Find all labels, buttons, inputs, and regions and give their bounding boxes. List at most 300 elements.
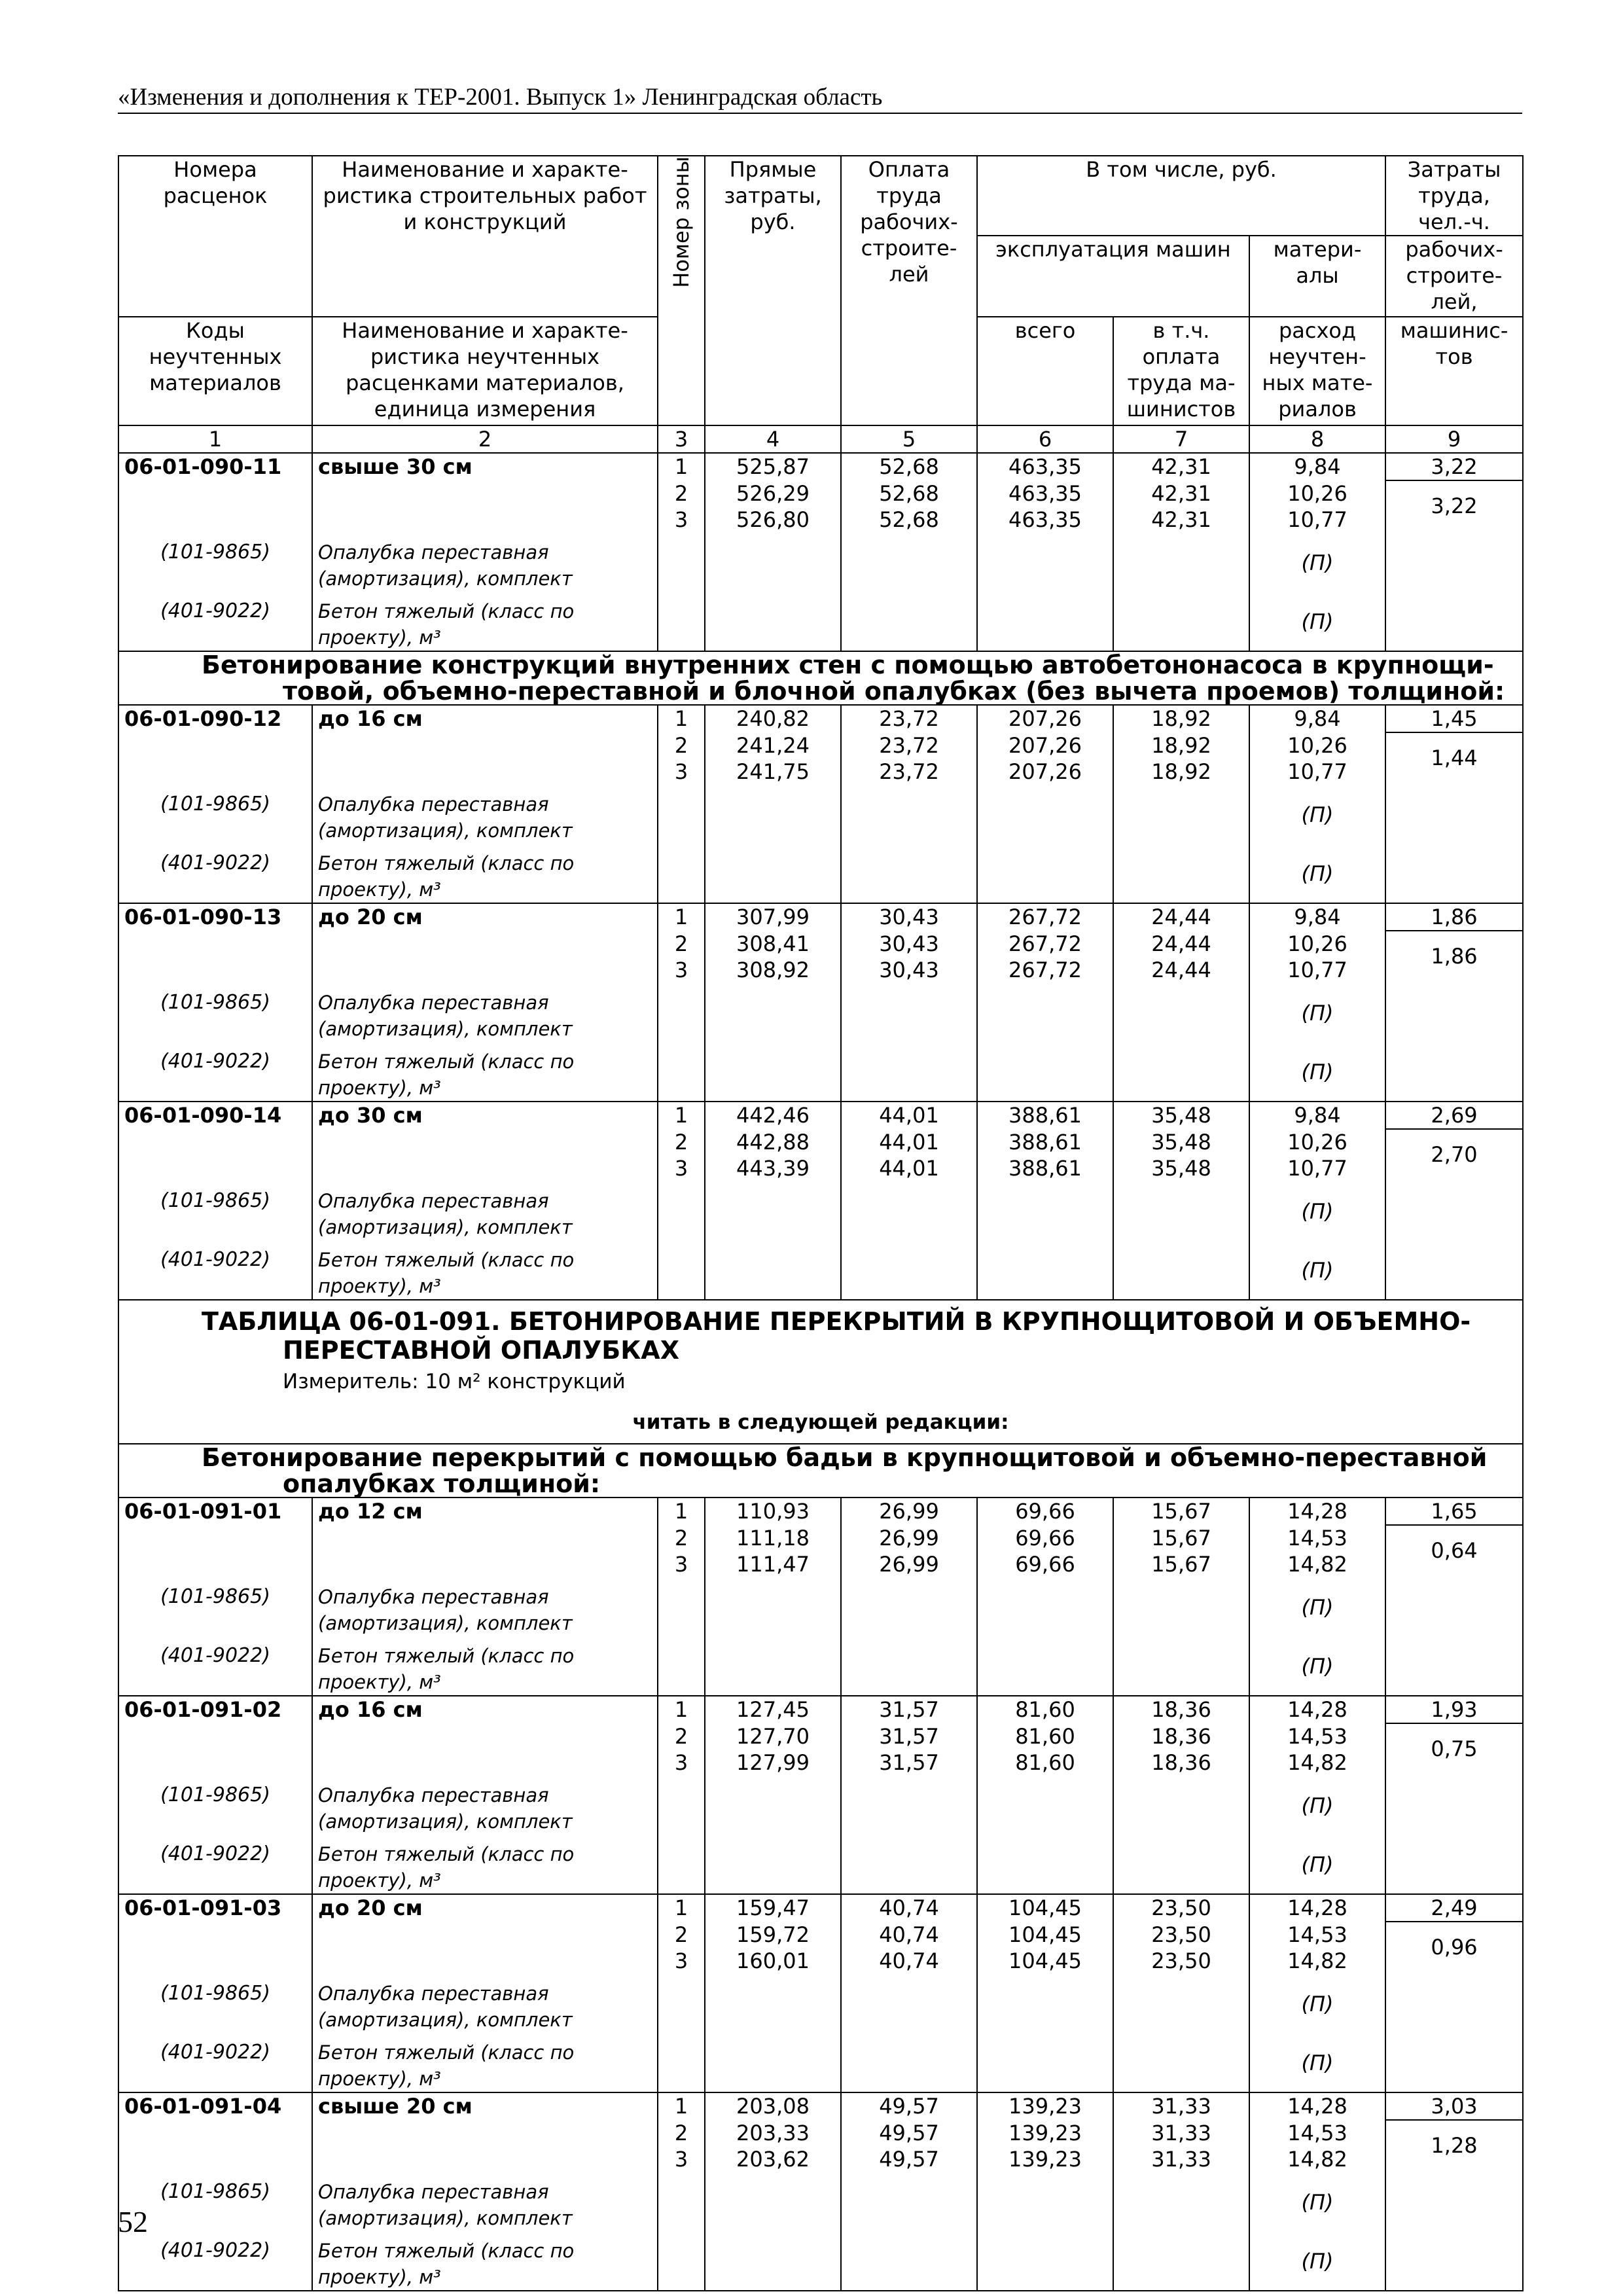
material-consumption: (П) — [1249, 1636, 1385, 1696]
material-row — [118, 2033, 1523, 2092]
empty-cell — [977, 1835, 1113, 1894]
empty-cell — [977, 983, 1113, 1042]
material-code: (101-9865) — [118, 1577, 312, 1636]
empty-cell — [841, 1835, 977, 1894]
material-code: (101-9865) — [118, 983, 312, 1042]
value-cell: 443,39 — [705, 1155, 841, 1181]
col-header-naim2: Наименование и характе-ристика неучтенных расценками материалов, единица измерения — [312, 317, 658, 425]
value-cell: 241,24 — [705, 732, 841, 759]
value-cell: 1 — [658, 1498, 705, 1525]
value-cell: 127,45 — [705, 1696, 841, 1723]
empty-cell — [977, 533, 1113, 592]
value-cell: 10,26 — [1249, 1129, 1385, 1155]
value-cell: 10,77 — [1249, 759, 1385, 785]
value-cell: 9,84 — [1249, 1102, 1385, 1129]
empty-cell — [841, 1636, 977, 1696]
table-row — [118, 1525, 1523, 1551]
material-name: Опалубка переставная (амортизация), комплект — [312, 2172, 658, 2231]
value-cell: 203,33 — [705, 2120, 841, 2146]
material-name: Опалубка переставная (амортизация), комплект — [312, 785, 658, 844]
work-name: до 30 см — [312, 1102, 658, 1129]
entry-group — [118, 453, 1523, 651]
value-cell: 18,36 — [1113, 1749, 1249, 1776]
value-cell: 2 — [658, 931, 705, 957]
value-cell: 3 — [658, 507, 705, 533]
empty-cell — [841, 1042, 977, 1102]
empty-cell — [118, 2120, 312, 2146]
table-row — [118, 759, 1523, 785]
empty-cell — [841, 592, 977, 651]
table-row — [118, 480, 1523, 507]
material-row — [118, 1776, 1523, 1835]
value-cell: 44,01 — [841, 1102, 977, 1129]
value-cell: 10,77 — [1249, 957, 1385, 983]
empty-cell — [1113, 2231, 1249, 2291]
value-cell: 14,53 — [1249, 1922, 1385, 1948]
material-consumption: (П) — [1249, 785, 1385, 844]
empty-cell — [118, 1155, 312, 1181]
value-cell: 23,50 — [1113, 1948, 1249, 1974]
empty-cell — [658, 1974, 705, 2033]
empty-cell — [118, 1749, 312, 1776]
value-cell: 52,68 — [841, 480, 977, 507]
value-cell: 2 — [658, 1922, 705, 1948]
empty-cell — [1113, 785, 1249, 844]
value-cell: 14,53 — [1249, 2120, 1385, 2146]
page-number: 52 — [118, 2205, 148, 2238]
value-cell: 307,99 — [705, 903, 841, 931]
empty-cell — [118, 480, 312, 507]
value-cell: 10,26 — [1249, 732, 1385, 759]
value-cell: 2 — [658, 732, 705, 759]
value-cell: 23,72 — [841, 759, 977, 785]
labor-value: 0,96 — [1385, 1922, 1523, 2092]
value-cell: 44,01 — [841, 1155, 977, 1181]
value-cell: 9,84 — [1249, 453, 1385, 480]
value-cell: 42,31 — [1113, 480, 1249, 507]
empty-cell — [705, 2172, 841, 2231]
value-cell: 3 — [658, 1551, 705, 1577]
material-code: (401-9022) — [118, 1042, 312, 1102]
table-row — [118, 507, 1523, 533]
labor-value: 1,44 — [1385, 732, 1523, 903]
value-cell: 30,43 — [841, 903, 977, 931]
value-cell: 388,61 — [977, 1102, 1113, 1129]
material-row — [118, 592, 1523, 651]
value-cell: 23,50 — [1113, 1894, 1249, 1922]
empty-cell — [841, 785, 977, 844]
material-consumption: (П) — [1249, 2231, 1385, 2291]
material-name: Бетон тяжелый (класс по проекту), м³ — [312, 2231, 658, 2291]
col-header-kody: Коды неучтенных материалов — [118, 317, 312, 425]
value-cell: 49,57 — [841, 2146, 977, 2172]
empty-cell — [312, 507, 658, 533]
table-row — [118, 1155, 1523, 1181]
work-name: до 20 см — [312, 903, 658, 931]
value-cell: 104,45 — [977, 1922, 1113, 1948]
value-cell: 111,18 — [705, 1525, 841, 1551]
empty-cell — [1113, 2033, 1249, 2092]
empty-cell — [705, 533, 841, 592]
empty-cell — [977, 1974, 1113, 2033]
col-num: 2 — [312, 425, 658, 453]
value-cell: 31,57 — [841, 1723, 977, 1749]
empty-cell — [705, 2033, 841, 2092]
value-cell: 1 — [658, 2092, 705, 2120]
empty-cell — [705, 1042, 841, 1102]
table-row — [118, 2120, 1523, 2146]
material-name: Бетон тяжелый (класс по проекту), м³ — [312, 1835, 658, 1894]
value-cell: 14,28 — [1249, 2092, 1385, 2120]
value-cell: 24,44 — [1113, 957, 1249, 983]
value-cell: 10,26 — [1249, 480, 1385, 507]
col-header-materialy: матери-алы — [1249, 236, 1385, 317]
empty-cell — [312, 1551, 658, 1577]
empty-cell — [118, 1525, 312, 1551]
empty-cell — [977, 844, 1113, 903]
empty-cell — [1113, 844, 1249, 903]
value-cell: 52,68 — [841, 453, 977, 480]
empty-cell — [312, 2146, 658, 2172]
material-consumption: (П) — [1249, 844, 1385, 903]
labor-value: 2,69 — [1385, 1102, 1523, 1129]
table-row — [118, 2092, 1523, 2120]
value-cell: 139,23 — [977, 2092, 1113, 2120]
value-cell: 463,35 — [977, 480, 1113, 507]
empty-cell — [1113, 983, 1249, 1042]
value-cell: 2 — [658, 1525, 705, 1551]
value-cell: 9,84 — [1249, 903, 1385, 931]
value-cell: 31,57 — [841, 1696, 977, 1723]
material-row — [118, 1240, 1523, 1300]
material-consumption: (П) — [1249, 1776, 1385, 1835]
material-code: (401-9022) — [118, 1835, 312, 1894]
empty-cell — [658, 1776, 705, 1835]
labor-value: 2,49 — [1385, 1894, 1523, 1922]
section-heading-line: товой, объемно-переставной и блочной опалубках (без вычета проемов) толщиной: — [283, 677, 1505, 706]
table-row — [118, 705, 1523, 732]
empty-cell — [841, 1577, 977, 1636]
empty-cell — [312, 1922, 658, 1948]
empty-cell — [118, 1948, 312, 1974]
value-cell: 241,75 — [705, 759, 841, 785]
empty-cell — [312, 1155, 658, 1181]
value-cell: 2 — [658, 1723, 705, 1749]
material-code: (401-9022) — [118, 2231, 312, 2291]
value-cell: 40,74 — [841, 1922, 977, 1948]
material-code: (101-9865) — [118, 1181, 312, 1240]
material-consumption: (П) — [1249, 2033, 1385, 2092]
rate-code: 06-01-090-14 — [118, 1102, 312, 1129]
material-row — [118, 1181, 1523, 1240]
material-code: (401-9022) — [118, 592, 312, 651]
col-header-ekspl: эксплуатация машин — [977, 236, 1249, 317]
rate-code: 06-01-090-13 — [118, 903, 312, 931]
material-consumption: (П) — [1249, 983, 1385, 1042]
empty-cell — [658, 2231, 705, 2291]
table-row — [118, 1948, 1523, 1974]
col-num: 5 — [841, 425, 977, 453]
value-cell: 3 — [658, 1155, 705, 1181]
material-name: Бетон тяжелый (класс по проекту), м³ — [312, 844, 658, 903]
empty-cell — [118, 1922, 312, 1948]
value-cell: 14,82 — [1249, 1948, 1385, 1974]
empty-cell — [977, 2231, 1113, 2291]
col-header-rabochih: рабочих-строите-лей, — [1385, 236, 1523, 317]
empty-cell — [977, 1776, 1113, 1835]
value-cell: 44,01 — [841, 1129, 977, 1155]
empty-cell — [841, 1240, 977, 1300]
material-row — [118, 1636, 1523, 1696]
value-cell: 23,72 — [841, 732, 977, 759]
value-cell: 159,72 — [705, 1922, 841, 1948]
material-row — [118, 1974, 1523, 2033]
value-cell: 388,61 — [977, 1129, 1113, 1155]
col-header-pryamye: Прямые затраты, руб. — [705, 156, 841, 425]
value-cell: 49,57 — [841, 2120, 977, 2146]
empty-cell — [118, 957, 312, 983]
material-name: Опалубка переставная (амортизация), комплект — [312, 533, 658, 592]
material-code: (101-9865) — [118, 1974, 312, 2033]
material-consumption: (П) — [1249, 1181, 1385, 1240]
empty-cell — [705, 1181, 841, 1240]
rates-table — [118, 155, 1524, 2291]
value-cell: 14,82 — [1249, 1749, 1385, 1776]
table-row — [118, 957, 1523, 983]
empty-cell — [118, 1551, 312, 1577]
value-cell: 207,26 — [977, 759, 1113, 785]
value-cell: 308,92 — [705, 957, 841, 983]
work-name: до 16 см — [312, 705, 658, 732]
material-row — [118, 2231, 1523, 2291]
value-cell: 18,92 — [1113, 759, 1249, 785]
empty-cell — [118, 759, 312, 785]
table-row — [118, 931, 1523, 957]
empty-cell — [118, 732, 312, 759]
empty-cell — [841, 1974, 977, 2033]
table-row — [118, 1498, 1523, 1525]
empty-cell — [977, 1636, 1113, 1696]
value-cell: 3 — [658, 2146, 705, 2172]
work-name: свыше 20 см — [312, 2092, 658, 2120]
col-num: 8 — [1249, 425, 1385, 453]
empty-cell — [312, 957, 658, 983]
value-cell: 31,33 — [1113, 2092, 1249, 2120]
material-consumption: (П) — [1249, 1577, 1385, 1636]
value-cell: 69,66 — [977, 1498, 1113, 1525]
material-consumption: (П) — [1249, 1042, 1385, 1102]
material-code: (401-9022) — [118, 1636, 312, 1696]
material-code: (401-9022) — [118, 844, 312, 903]
value-cell: 42,31 — [1113, 453, 1249, 480]
material-row — [118, 1042, 1523, 1102]
value-cell: 525,87 — [705, 453, 841, 480]
table-title-line2: ПЕРЕСТАВНОЙ ОПАЛУБКАХ — [283, 1336, 679, 1365]
empty-cell — [312, 1723, 658, 1749]
empty-cell — [1113, 1776, 1249, 1835]
value-cell: 442,46 — [705, 1102, 841, 1129]
empty-cell — [841, 1181, 977, 1240]
empty-cell — [1113, 1974, 1249, 2033]
empty-cell — [1113, 1835, 1249, 1894]
material-consumption: (П) — [1249, 1974, 1385, 2033]
material-name: Бетон тяжелый (класс по проекту), м³ — [312, 2033, 658, 2092]
empty-cell — [841, 2172, 977, 2231]
material-consumption: (П) — [1249, 1835, 1385, 1894]
value-cell: 207,26 — [977, 732, 1113, 759]
empty-cell — [658, 785, 705, 844]
empty-cell — [841, 1776, 977, 1835]
value-cell: 14,28 — [1249, 1696, 1385, 1723]
material-code: (401-9022) — [118, 2033, 312, 2092]
value-cell: 24,44 — [1113, 903, 1249, 931]
material-name: Бетон тяжелый (класс по проекту), м³ — [312, 1042, 658, 1102]
material-name: Опалубка переставная (амортизация), комплект — [312, 1181, 658, 1240]
empty-cell — [658, 2033, 705, 2092]
empty-cell — [118, 1129, 312, 1155]
empty-cell — [705, 592, 841, 651]
value-cell: 463,35 — [977, 453, 1113, 480]
table-row — [118, 1723, 1523, 1749]
empty-cell — [1113, 592, 1249, 651]
empty-cell — [312, 1749, 658, 1776]
value-cell: 111,47 — [705, 1551, 841, 1577]
entry-group — [118, 1498, 1523, 2291]
read-note: читать в следующей редакции: — [632, 1410, 1009, 1434]
col-header-zone: Номер зоны — [669, 156, 694, 288]
value-cell: 139,23 — [977, 2146, 1113, 2172]
empty-cell — [312, 931, 658, 957]
value-cell: 127,70 — [705, 1723, 841, 1749]
empty-cell — [705, 785, 841, 844]
value-cell: 1 — [658, 1696, 705, 1723]
value-cell: 3 — [658, 1749, 705, 1776]
value-cell: 267,72 — [977, 903, 1113, 931]
material-code: (401-9022) — [118, 1240, 312, 1300]
col-header-vtch: в т.ч. оплата труда ма-шинистов — [1113, 317, 1249, 425]
value-cell: 267,72 — [977, 931, 1113, 957]
labor-value: 1,45 — [1385, 705, 1523, 732]
table-title: ТАБЛИЦА 06-01-091. БЕТОНИРОВАНИЕ ПЕРЕКРЫТИЙ В КРУПНОЩИТОВОЙ И ОБЪЕМНО- — [202, 1307, 1471, 1336]
value-cell: 267,72 — [977, 957, 1113, 983]
value-cell: 1 — [658, 453, 705, 480]
value-cell: 14,53 — [1249, 1525, 1385, 1551]
col-header-nomera: Номера расценок — [118, 156, 312, 317]
section-heading-line: Бетонирование конструкций внутренних стен с помощью автобетононасоса в крупнощи- — [202, 651, 1494, 679]
empty-cell — [658, 1042, 705, 1102]
value-cell: 14,82 — [1249, 1551, 1385, 1577]
value-cell: 81,60 — [977, 1749, 1113, 1776]
value-cell: 24,44 — [1113, 931, 1249, 957]
material-consumption: (П) — [1249, 533, 1385, 592]
value-cell: 14,82 — [1249, 2146, 1385, 2172]
value-cell: 49,57 — [841, 2092, 977, 2120]
value-cell: 14,28 — [1249, 1498, 1385, 1525]
value-cell: 463,35 — [977, 507, 1113, 533]
material-row — [118, 785, 1523, 844]
value-cell: 26,99 — [841, 1551, 977, 1577]
value-cell: 14,53 — [1249, 1723, 1385, 1749]
empty-cell — [1113, 1042, 1249, 1102]
empty-cell — [977, 1042, 1113, 1102]
value-cell: 104,45 — [977, 1948, 1113, 1974]
col-header-zatraty: Затраты труда, чел.-ч. — [1385, 156, 1523, 236]
value-cell: 10,77 — [1249, 507, 1385, 533]
value-cell: 104,45 — [977, 1894, 1113, 1922]
empty-cell — [658, 1181, 705, 1240]
empty-cell — [1113, 1240, 1249, 1300]
col-num: 6 — [977, 425, 1113, 453]
labor-value: 1,93 — [1385, 1696, 1523, 1723]
value-cell: 3 — [658, 759, 705, 785]
value-cell: 52,68 — [841, 507, 977, 533]
material-name: Бетон тяжелый (класс по проекту), м³ — [312, 1636, 658, 1696]
empty-cell — [312, 759, 658, 785]
rate-code: 06-01-090-12 — [118, 705, 312, 732]
work-name: свыше 30 см — [312, 453, 658, 480]
table-row — [118, 1551, 1523, 1577]
value-cell: 3 — [658, 957, 705, 983]
value-cell: 31,33 — [1113, 2120, 1249, 2146]
empty-cell — [977, 592, 1113, 651]
empty-cell — [705, 2231, 841, 2291]
material-row — [118, 1835, 1523, 1894]
empty-cell — [658, 1577, 705, 1636]
col-num: 7 — [1113, 425, 1249, 453]
value-cell: 18,92 — [1113, 705, 1249, 732]
value-cell: 2 — [658, 2120, 705, 2146]
value-cell: 207,26 — [977, 705, 1113, 732]
value-cell: 2 — [658, 1129, 705, 1155]
value-cell: 526,80 — [705, 507, 841, 533]
empty-cell — [658, 1240, 705, 1300]
empty-cell — [658, 844, 705, 903]
value-cell: 159,47 — [705, 1894, 841, 1922]
empty-cell — [312, 480, 658, 507]
empty-cell — [705, 1776, 841, 1835]
value-cell: 308,41 — [705, 931, 841, 957]
labor-value: 1,28 — [1385, 2120, 1523, 2291]
empty-cell — [1113, 533, 1249, 592]
empty-cell — [658, 1636, 705, 1696]
rate-code: 06-01-091-01 — [118, 1498, 312, 1525]
value-cell: 3 — [658, 1948, 705, 1974]
value-cell: 31,33 — [1113, 2146, 1249, 2172]
value-cell: 139,23 — [977, 2120, 1113, 2146]
empty-cell — [118, 2146, 312, 2172]
value-cell: 2 — [658, 480, 705, 507]
table-row — [118, 1894, 1523, 1922]
running-header: «Изменения и дополнения к ТЕР-2001. Выпуск 1» Ленинградская область — [118, 84, 1522, 114]
table-row — [118, 1749, 1523, 1776]
table-title-block — [118, 1300, 1523, 1444]
value-cell: 69,66 — [977, 1525, 1113, 1551]
col-num: 9 — [1385, 425, 1523, 453]
value-cell: 35,48 — [1113, 1129, 1249, 1155]
section-heading — [118, 1444, 1523, 1498]
value-cell: 127,99 — [705, 1749, 841, 1776]
value-cell: 26,99 — [841, 1525, 977, 1551]
material-name: Опалубка переставная (амортизация), комплект — [312, 1577, 658, 1636]
empty-cell — [705, 844, 841, 903]
material-consumption: (П) — [1249, 1240, 1385, 1300]
labor-value: 1,86 — [1385, 931, 1523, 1102]
section-heading-line: опалубках толщиной: — [283, 1469, 601, 1498]
value-cell: 1 — [658, 1894, 705, 1922]
rate-code: 06-01-091-04 — [118, 2092, 312, 2120]
value-cell: 40,74 — [841, 1948, 977, 1974]
material-consumption: (П) — [1249, 592, 1385, 651]
